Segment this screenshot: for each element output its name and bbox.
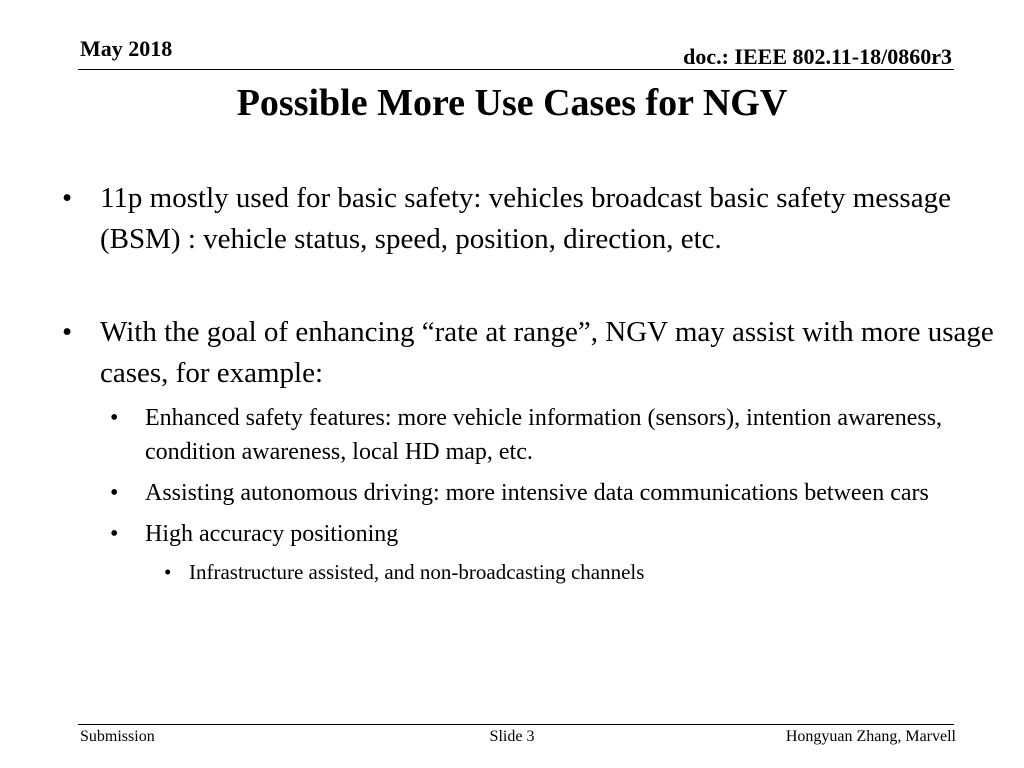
- bullet-icon: •: [62, 316, 73, 348]
- bullet-icon: •: [62, 182, 73, 214]
- bullet-icon: •: [110, 405, 119, 431]
- sub-sub-bullet-text: Infrastructure assisted, and non-broadcasting channels: [189, 560, 645, 584]
- sub-bullet-text: Enhanced safety features: more vehicle information (sensors), intention awareness, condition awareness, local HD map, etc.: [145, 405, 943, 465]
- footer-slide-number: Slide 3: [489, 728, 535, 745]
- sub-bullet-item: [110, 517, 1002, 551]
- bullet-text: 11p mostly used for basic safety: vehicles broadcast basic safety message (BSM) : vehicle status, speed, position, direction, etc.: [100, 182, 951, 255]
- sub-sub-bullet-item: [164, 557, 1002, 587]
- footer-author: Hongyuan Zhang, Marvell: [785, 728, 956, 745]
- slide-title: Possible More Use Cases for NGV: [236, 82, 788, 124]
- bullet-icon: •: [110, 521, 119, 547]
- sub-bullet-text: High accuracy positioning: [145, 521, 399, 547]
- header-doc-id: doc.: IEEE 802.11-18/0860r3: [683, 44, 952, 69]
- header-date: May 2018: [80, 36, 173, 61]
- bullet-item: [62, 312, 1002, 394]
- bullet-icon: •: [164, 560, 172, 584]
- bullet-text: With the goal of enhancing “rate at range”, NGV may assist with more usage cases, for example:: [100, 316, 994, 389]
- footer-submission: Submission: [80, 728, 155, 745]
- header-divider: [78, 69, 954, 70]
- bullet-icon: •: [110, 480, 119, 506]
- bullet-item: [62, 178, 1002, 260]
- footer-divider: [78, 724, 954, 725]
- sub-bullet-text: Assisting autonomous driving: more intensive data communications between cars: [145, 480, 929, 506]
- sub-bullet-item: [110, 401, 1002, 469]
- slide-body: [62, 178, 1002, 587]
- sub-bullet-item: [110, 476, 1002, 510]
